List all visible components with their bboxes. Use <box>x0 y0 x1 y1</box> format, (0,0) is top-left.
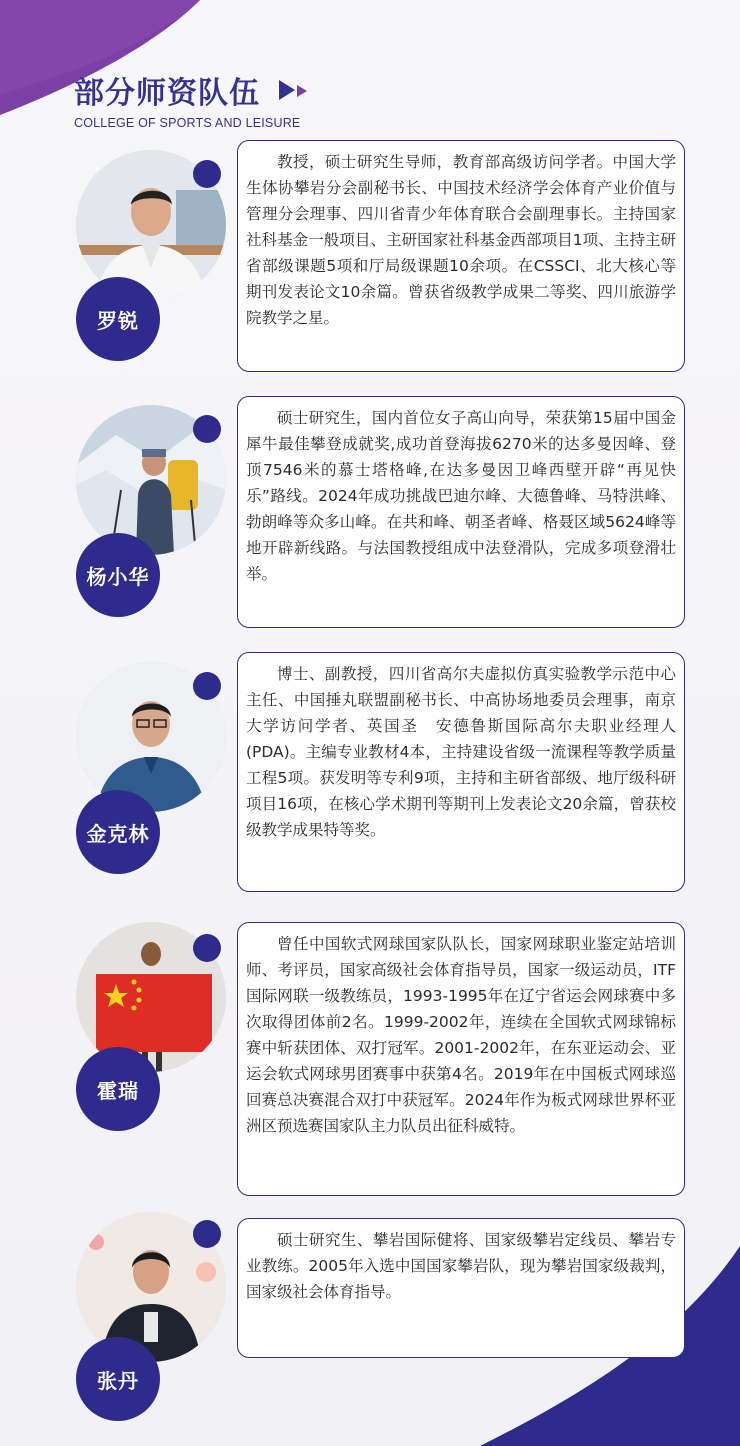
page-title: 部分师资队伍 <box>74 76 260 111</box>
section-header <box>74 68 317 130</box>
name-badge: 张丹 <box>76 1337 160 1421</box>
name-badge: 杨小华 <box>76 533 160 617</box>
bio-card <box>237 396 685 628</box>
accent-dot <box>193 415 221 443</box>
page-subtitle: COLLEGE OF SPORTS AND LEISURE <box>74 116 301 130</box>
bio-card <box>237 922 685 1196</box>
bio-text: 曾任中国软式网球国家队队长，国家网球职业鉴定站培训师、考评员，国家高级社会体育指导员，国家一级运动员，ITF国际网联一级教练员，1993-1995年在辽宁省运会网球赛中多次取得团体前2名。1999-2002年，连续在全国软式网球锦标赛中斩获团体、双打冠军。2001-2002年，在东亚运动会、亚运会软式网球男团赛事中获第4名。2019年在中国板式网球巡回赛总决赛混合双打中获冠军。2024年作为板式网球世界杯亚洲区预选赛国家队主力队员出征科威特。 <box>246 935 676 1135</box>
accent-dot <box>193 672 221 700</box>
bio-text: 教授，硕士研究生导师，教育部高级访问学者。中国大学生体协攀岩分会副秘书长、中国技术经济学会体育产业价值与管理分会理事、四川省青少年体育联合会副理事长。主持国家社科基金一般项目、主研国家社科基金西部项目1项、主持主研省部级课题5项和厅局级课题10余项。在CSSCI、北大核心等期刊发表论文10余篇。曾获省级教学成果二等奖、四川旅游学院教学之星。 <box>246 153 676 327</box>
bio-text: 硕士研究生，国内首位女子高山向导，荣获第15届中国金犀牛最佳攀登成就奖,成功首登海拔6270米的达多曼因峰、登顶7546米的慕士塔格峰,在达多曼因卫峰西壁开辟“再见快乐”路线。2024年成功挑战巴迪尔峰、大德鲁峰、马特洪峰、勃朗峰等众多山峰。在共和峰、朝圣者峰、格聂区域5624峰等地开辟新线路。与法国教授组成中法登滑队，完成多项登滑壮举。 <box>246 409 676 583</box>
accent-dot <box>193 934 221 962</box>
accent-dot <box>193 160 221 188</box>
bio-text: 硕士研究生、攀岩国际健将、国家级攀岩定线员、攀岩专业教练。2005年入选中国国家攀岩队，现为攀岩国家级裁判，国家级社会体育指导。 <box>246 1231 676 1301</box>
name-badge: 金克林 <box>76 790 160 874</box>
bio-card <box>237 1218 685 1358</box>
bio-card <box>237 140 685 372</box>
name-badge: 罗锐 <box>76 277 160 361</box>
name-badge: 霍瑞 <box>76 1047 160 1131</box>
bio-card <box>237 652 685 892</box>
bio-text: 博士、副教授，四川省高尔夫虚拟仿真实验教学示范中心主任、中国捶丸联盟副秘书长、中高协场地委员会理事，南京大学访问学者、英国圣 安德鲁斯国际高尔夫职业经理人(PDA)。主编专业教材4本，主持建设省级一流课程等教学质量工程5项。获发明等专利9项，主持和主研省部级、地厅级科研项目16项，在核心学术期刊等期刊上发表论文20余篇，曾获校级教学成果特等奖。 <box>246 665 676 839</box>
accent-dot <box>193 1220 221 1248</box>
play-arrows-icon <box>277 78 317 102</box>
